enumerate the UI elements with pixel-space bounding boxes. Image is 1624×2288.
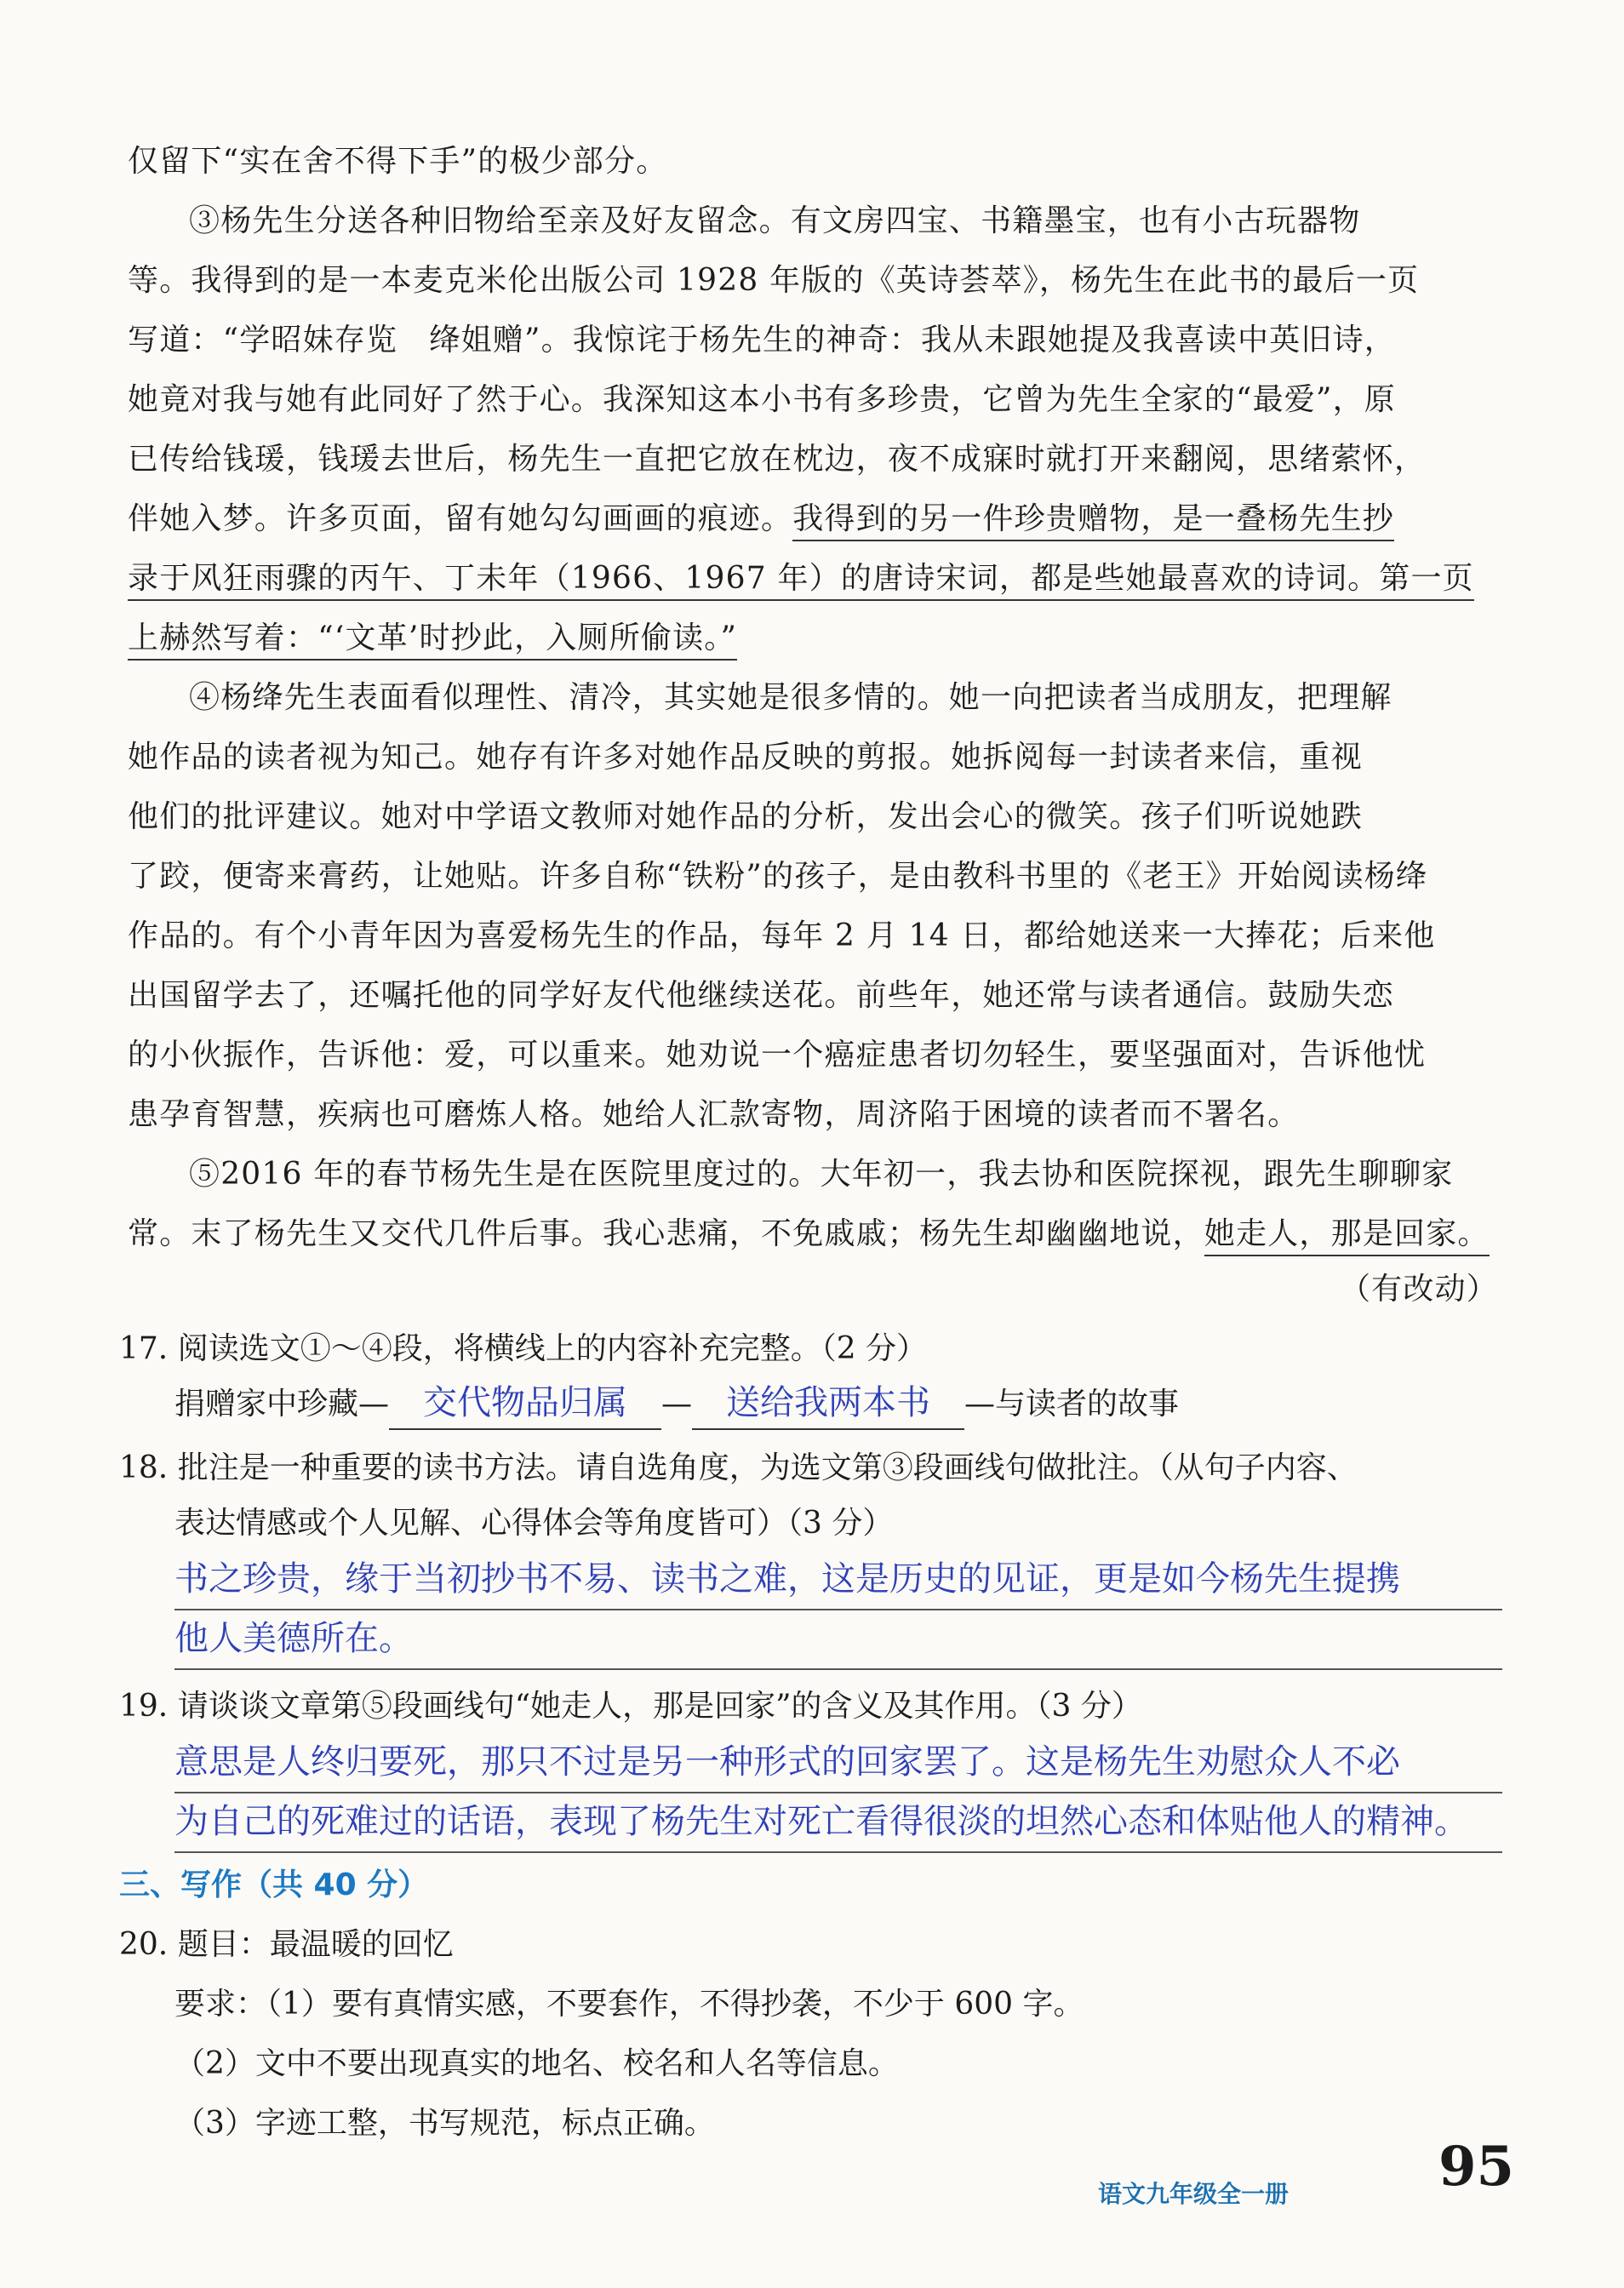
passage-line: 等。我得到的是一本麦克米伦出版公司 1928 年版的《英诗荟萃》，杨先生在此书的最后一页 <box>128 263 1420 298</box>
passage-line: 他们的批评建议。她对中学语文教师对她作品的分析，发出会心的微笑。孩子们听说她跌 <box>128 799 1363 834</box>
passage-line: 的小伙振作，告诉他：爱，可以重来。她劝说一个癌症患者切勿轻生，要坚强面对，告诉他忧 <box>128 1038 1427 1072</box>
passage-line: 仅留下“实在舍不得下手”的极少部分。 <box>128 144 668 179</box>
question-19-stem: 19. 请谈谈文章第⑤段画线句“她走人，那是回家”的含义及其作用。（3 分） <box>119 1689 1142 1724</box>
answer-line[interactable]: 为自己的死难过的话语，表现了杨先生对死亡看得很淡的坦然心态和体贴他人的精神。 <box>174 1792 1502 1853</box>
revision-note: （有改动） <box>1339 1272 1498 1307</box>
q17-suffix: —与读者的故事 <box>964 1387 1180 1421</box>
passage-text: 伴她入梦。许多页面，留有她勾勾画画的痕迹。 <box>128 501 793 536</box>
passage-line: 出国留学去了，还嘱托他的同学好友代他继续送花。前些年，她还常与读者通信。鼓励失恋 <box>128 978 1395 1013</box>
passage-line: 写道：“学昭妹存览 绛姐赠”。我惊诧于杨先生的神奇：我从未跟她提及我喜读中英旧诗， <box>128 323 1397 358</box>
passage-line <box>128 1204 1498 1264</box>
passage-line: 作品的。有个小青年因为喜爱杨先生的作品，每年 2 月 14 日，都给她送来一大捧花；后来他 <box>128 918 1436 953</box>
writing-requirement: （2）文中不要出现真实的地名、校名和人名等信息。 <box>174 2046 899 2081</box>
section-title: 三、写作（共 40 分） <box>119 1868 429 1902</box>
passage-line: ③杨先生分送各种旧物给至亲及好友留念。有文房四宝、书籍墨宝，也有小古玩器物 <box>189 203 1361 238</box>
passage-line: 她作品的读者视为知己。她存有许多对她作品反映的剪报。她拆阅每一封读者来信，重视 <box>128 740 1363 775</box>
passage-line <box>128 549 1498 609</box>
passage-line <box>128 489 1498 549</box>
passage-line: ④杨绛先生表面看似理性、清冷，其实她是很多情的。她一向把读者当成朋友，把理解 <box>189 680 1392 715</box>
passage-line: 患孕育智慧，疾病也可磨炼人格。她给人汇款寄物，周济陷于困境的读者而不署名。 <box>128 1097 1300 1132</box>
question-18-stem: 18. 批注是一种重要的读书方法。请自选角度，为选文第③段画线句做批注。（从句子内容、 <box>119 1450 1358 1485</box>
passage-line: 了跤，便寄来膏药，让她贴。许多自称“铁粉”的孩子，是由教科书里的《老王》开始阅读杨绛 <box>128 859 1428 894</box>
question-20-title: 20. 题目：最温暖的回忆 <box>119 1927 454 1962</box>
passage-line: 已传给钱瑗，钱瑗去世后，杨先生一直把它放在枕边，夜不成寐时就打开来翻阅，思绪萦怀， <box>128 442 1427 477</box>
passage-text: 常。末了杨先生又交代几件后事。我心悲痛，不免戚戚；杨先生却幽幽地说， <box>128 1216 1204 1251</box>
answer-line[interactable]: 他人美德所在。 <box>174 1609 1502 1670</box>
underlined-sentence: 上赫然写着：“‘文革’时抄此，入厕所偷读。” <box>128 621 737 661</box>
passage-line: 她竟对我与她有此同好了然于心。我深知这本小书有多珍贵，它曾为先生全家的“最爱”，原 <box>128 382 1397 417</box>
writing-requirement: 要求：（1）要有真情实感，不要套作，不得抄袭，不少于 600 字。 <box>174 1987 1084 2022</box>
passage-line: ⑤2016 年的春节杨先生是在医院里度过的。大年初一，我去协和医院探视，跟先生聊聊家 <box>189 1157 1454 1192</box>
underlined-sentence: 录于风狂雨骤的丙午、丁未年（1966、1967 年）的唐诗宋词，都是些她最喜欢的诗词。第一页 <box>128 561 1474 601</box>
answer-line[interactable]: 书之珍贵，缘于当初抄书不易、读书之难，这是历史的见证，更是如今杨先生提携 <box>174 1549 1502 1610</box>
book-title: 语文九年级全一册 <box>1098 2180 1289 2208</box>
underlined-sentence: 我得到的另一件珍贵赠物，是一叠杨先生抄 <box>792 501 1394 541</box>
passage-line <box>128 609 1498 668</box>
answer-line[interactable]: 意思是人终归要死，那只不过是另一种形式的回家罢了。这是杨先生劝慰众人不必 <box>174 1732 1502 1793</box>
q17-prefix: 捐赠家中珍藏— <box>174 1387 390 1421</box>
writing-requirement: （3）字迹工整，书写规范，标点正确。 <box>174 2106 715 2141</box>
question-17-fill <box>174 1375 1179 1434</box>
answer-blank-1[interactable]: 交代物品归属 <box>389 1377 661 1430</box>
underlined-sentence: 她走人，那是回家。 <box>1204 1216 1490 1256</box>
question-18-stem-cont: 表达情感或个人见解、心得体会等角度皆可）（3 分） <box>174 1506 894 1541</box>
page-number: 95 <box>1438 2135 1515 2199</box>
answer-blank-2[interactable]: 送给我两本书 <box>692 1377 964 1430</box>
q17-dash: — <box>661 1387 693 1421</box>
question-17-stem: 17. 阅读选文①～④段，将横线上的内容补充完整。（2 分） <box>119 1331 928 1366</box>
